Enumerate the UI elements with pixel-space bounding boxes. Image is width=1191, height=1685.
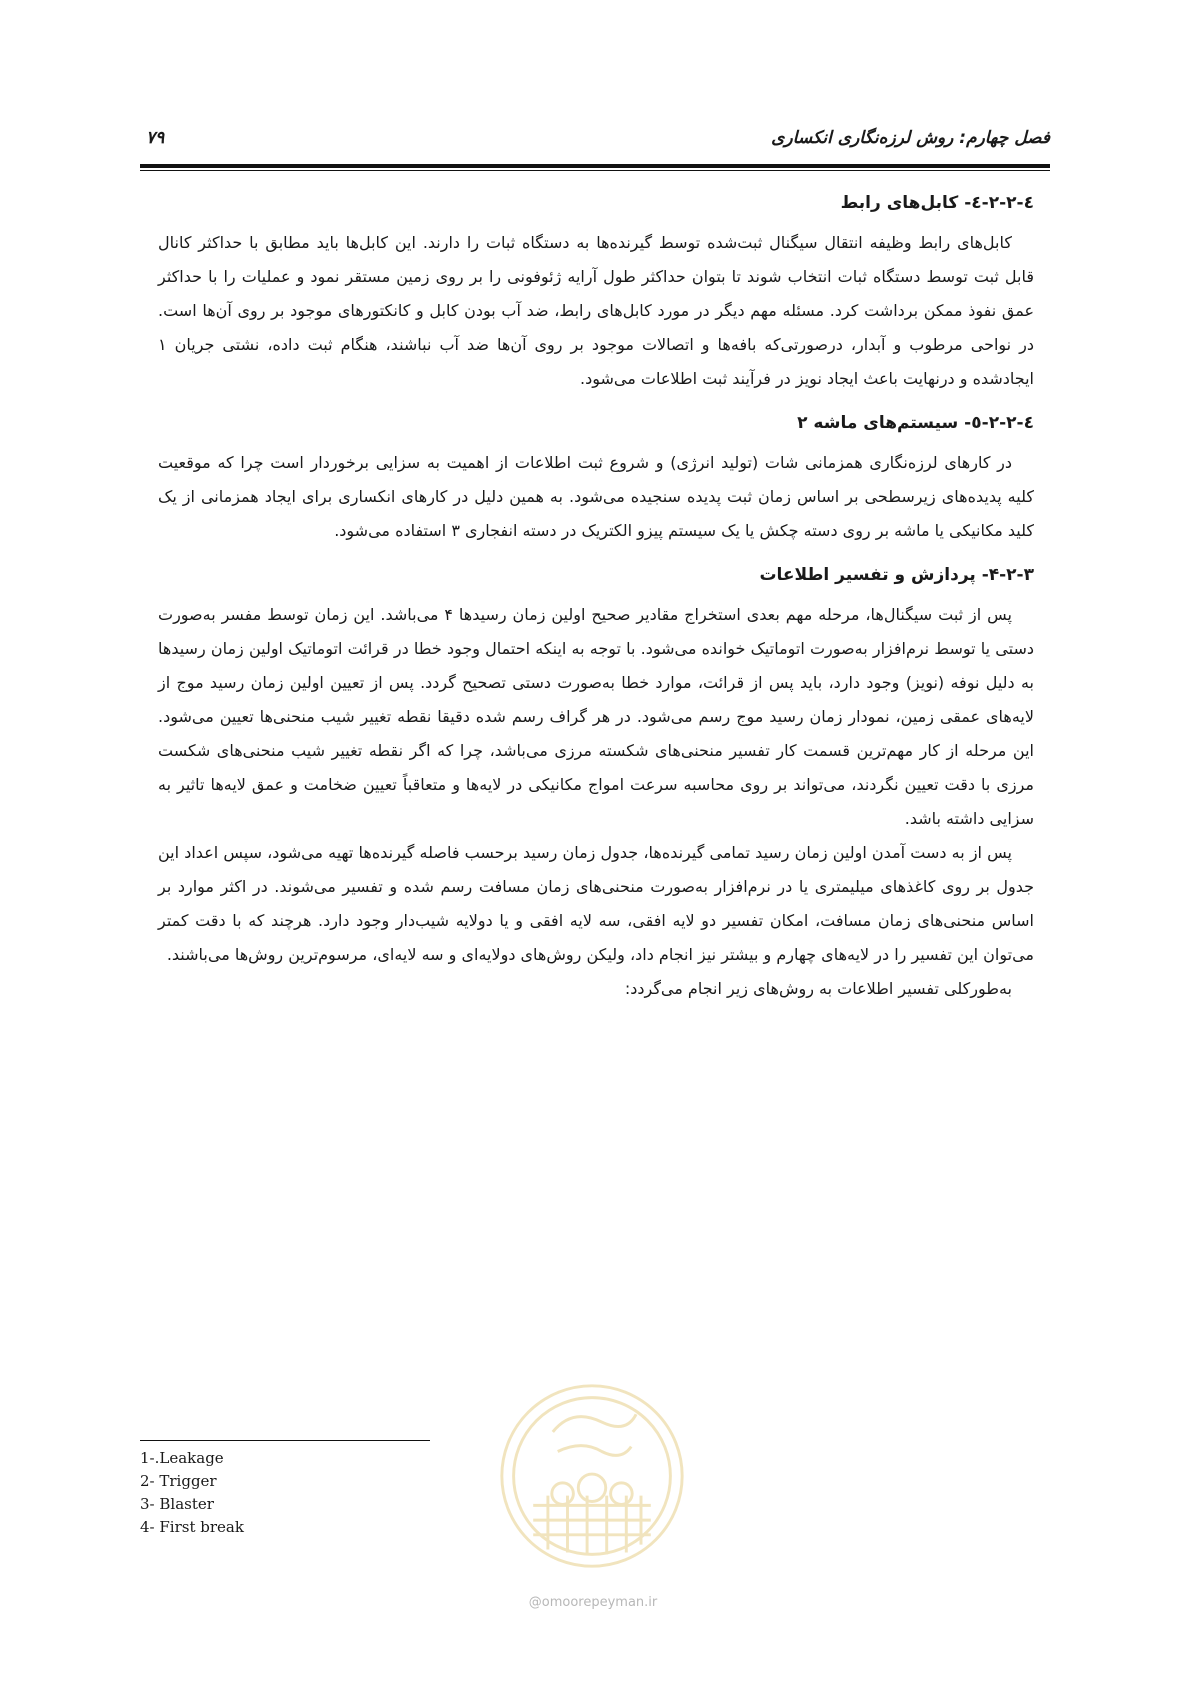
footnote-item: 3- Blaster [140, 1495, 214, 1513]
watermark-seal-icon [494, 1378, 690, 1574]
footnote-item: 1-.Leakage [140, 1449, 224, 1467]
paragraph-cables: کابل‌های رابط وظیفه انتقال سیگنال ثبت‌شده توسط گیرنده‌ها به دستگاه ثبات را دارند. این کابل‌ها باید مطابق با حداکثر کانال قابل ثبت توسط دستگاه ثبات انتخاب شوند تا بتوان حداکثر طول آرایه ژئوفونی را بر روی زمین مستقر نمود و عملیات را با حداکثر عمق نفوذ ممکن برداشت کرد. مسئله مهم دیگر در مورد کابل‌های رابط، ضد آب بودن کابل و کانکتورهای موجود بر روی آن‌ها است. در نواحی مرطوب و آبدار، درصورتی‌که بافه‌ها و اتصالات موجود بر روی آن‌ها ضد آب نباشند، هنگام ثبت داده، نشتی جریان ۱ ایجادشده و درنهایت باعث ایجاد نویز در فرآیند ثبت اطلاعات می‌شود. [158, 233, 1034, 388]
header-rule-thick [140, 164, 1050, 168]
header-rule-thin [140, 170, 1050, 171]
body-content [158, 190, 1034, 1006]
watermark-site: @omoorepeyman.ir [528, 1595, 658, 1610]
footnote-item: 2- Trigger [140, 1472, 217, 1490]
paragraph-processing-1: پس از ثبت سیگنال‌ها، مرحله مهم بعدی استخراج مقادیر صحیح اولین زمان رسیدها ۴ می‌باشد. این زمان توسط مفسر به‌صورت دستی یا توسط نرم‌افزار به‌صورت اتوماتیک خوانده می‌شود. با توجه به اینکه احتمال وجود خطا در قرائت اتوماتیک اولین زمان رسیدها به دلیل نوفه (نویز) وجود دارد، باید پس از قرائت، موارد خطا به‌صورت دستی تصحیح گردد. پس از تعیین اولین زمان رسید موج از لایه‌های عمقی زمین، نمودار زمان رسید موج رسم می‌شود. در هر گراف رسم شده دقیقا نقطه تغییر شیب منحنی‌ها تعیین می‌شود. این مرحله از کار مهم‌ترین قسمت کار تفسیر منحنی‌های شکسته مرزی می‌باشد، چرا که اگر نقطه تغییر شیب منحنی‌های شکست مرزی با دقت تعیین نگردند، می‌تواند بر روی محاسبه سرعت امواج مکانیکی در لایه‌ها و متعاقباً تعیین ضخامت و عمق لایه‌ها تاثیر به سزایی داشته باشد. [158, 605, 1034, 828]
footnotes [140, 1447, 244, 1539]
paragraph-processing-3: به‌طورکلی تفسیر اطلاعات به روش‌های زیر انجام می‌گردد: [624, 979, 1012, 998]
footnote-item: 4- First break [140, 1518, 244, 1536]
footnote-separator [140, 1440, 430, 1441]
section-heading-processing: ۴-۲-۳- پردازش و تفسیر اطلاعات [759, 565, 1034, 585]
page-number: ۷۹ [146, 128, 165, 148]
chapter-title: فصل چهارم: روش لرزه‌نگاری انکساری [771, 128, 1050, 148]
running-header [140, 128, 1050, 156]
section-heading-trigger: ٤-٢-٢-٥- سیستم‌های ماشه ۲ [797, 413, 1034, 433]
paragraph-processing-2: پس از به دست آمدن اولین زمان رسید تمامی گیرنده‌ها، جدول زمان رسید برحسب فاصله گیرنده‌ها تهیه می‌شود، سپس اعداد این جدول بر روی کاغذهای میلیمتری یا در نرم‌افزار به‌صورت منحنی‌های زمان مسافت رسم شده و تفسیر می‌شوند. در اکثر موارد بر اساس منحنی‌های زمان مسافت، امکان تفسیر دو لایه افقی، سه لایه افقی و یا دولایه شیب‌دار وجود دارد. هرچند که با دقت کمتر می‌توان این تفسیر را در لایه‌های چهارم و بیشتر نیز انجام داد، ولیکن روش‌های دولایه‌ای و سه لایه‌ای، مرسوم‌ترین روش‌ها می‌باشند. [158, 843, 1034, 964]
section-heading-cables: ٤-٢-٢-٤- کابل‌های رابط [840, 193, 1034, 213]
paragraph-trigger: در کارهای لرزه‌نگاری همزمانی شات (تولید انرژی) و شروع ثبت اطلاعات از اهمیت به سزایی برخوردار است چرا که موقعیت کلیه پدیده‌های زیرسطحی بر اساس زمان ثبت پدیده سنجیده می‌شود. به همین دلیل در کارهای انکساری برای ایجاد همزمانی از یک کلید مکانیکی یا ماشه بر روی دسته چکش یا یک سیستم پیزو الکتریک در دسته انفجاری ۳ استفاده می‌شود. [158, 453, 1034, 540]
